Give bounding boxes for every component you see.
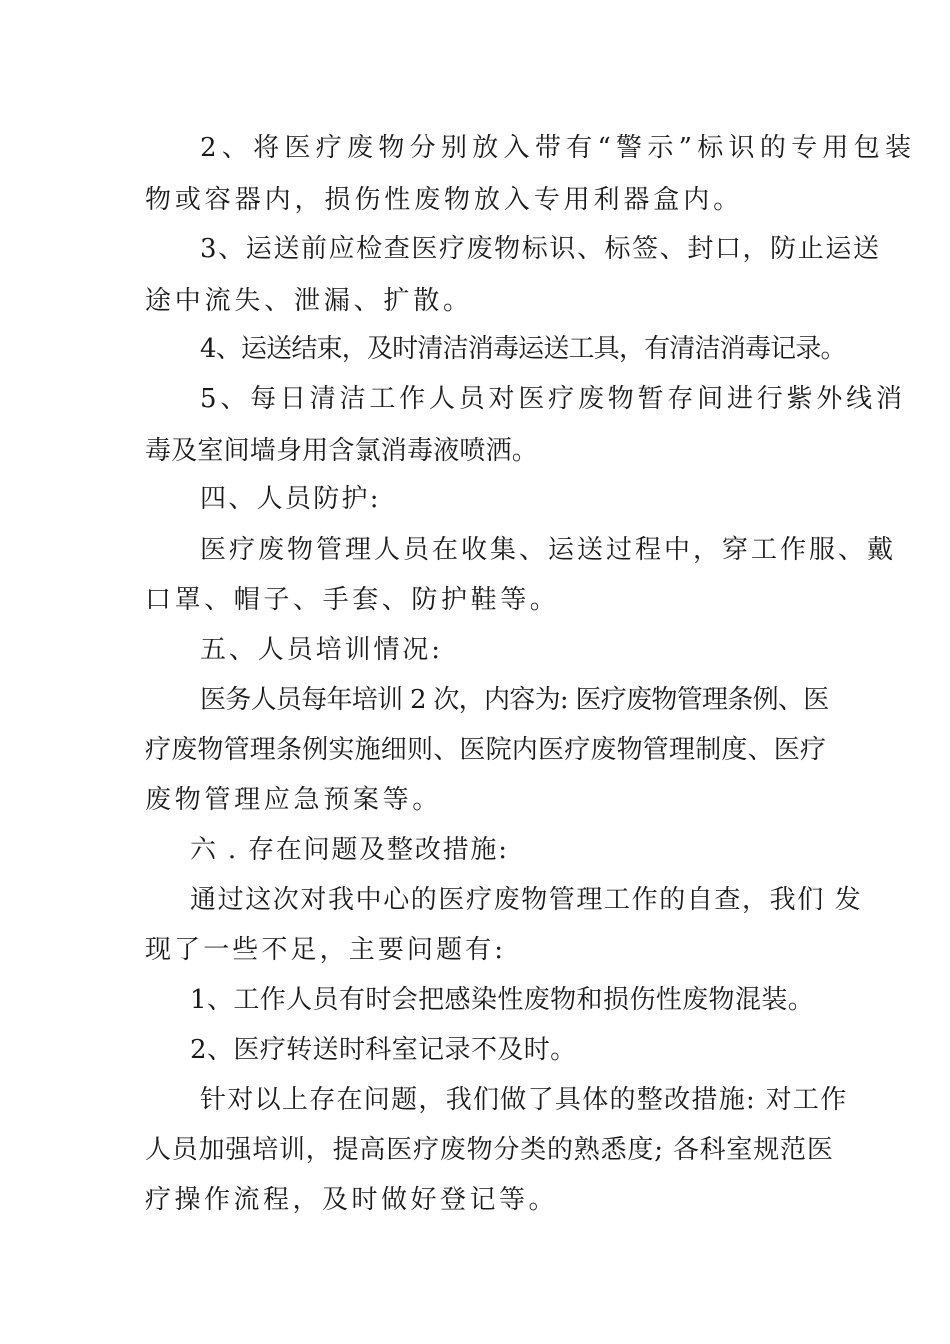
paragraph-training-line-2: 疗废物管理条例实施细则、医院内医疗废物管理制度、医疗 — [145, 735, 827, 765]
paragraph-measures-line-2: 人员加强培训，提高医疗废物分类的熟悉度; 各科室规范医 — [145, 1135, 834, 1165]
paragraph-item-5-line-2: 毒及室间墙身用含氯消毒液喷洒。 — [145, 436, 539, 466]
paragraph-protection-line-2: 口罩、帽子、手套、防护鞋等。 — [145, 585, 560, 615]
paragraph-measures-line-3: 疗操作流程，及时做好登记等。 — [145, 1185, 559, 1215]
section-heading-problems-and-measures: 六 . 存在问题及整改措施: — [190, 835, 509, 865]
paragraph-item-2-line-2: 物或容器内，损伤性废物放入专用利器盒内。 — [145, 185, 744, 215]
paragraph-training-line-1: 医务人员每年培训 2 次，内容为: 医疗废物管理条例、医 — [200, 685, 829, 715]
paragraph-item-4-line-1: 4、运送结束，及时清洁消毒运送工具，有清洁消毒记录。 — [200, 334, 846, 364]
paragraph-item-3-line-2: 途中流失、泄漏、扩散。 — [145, 286, 473, 316]
paragraph-item-3-line-1: 3、运送前应检查医疗废物标识、标签、封口，防止运送 — [200, 234, 881, 264]
paragraph-measures-line-1: 针对以上存在问题，我们做了具体的整改措施: 对工作 — [200, 1085, 848, 1115]
paragraph-item-2-line-1: 2、将医疗废物分别放入带有“警示”标识的专用包装 — [200, 133, 917, 163]
section-heading-personnel-training: 五、人员培训情况: — [200, 635, 443, 665]
paragraph-protection-line-1: 医疗废物管理人员在收集、运送过程中，穿工作服、戴 — [200, 535, 897, 565]
paragraph-problem-1: 1、工作人员有时会把感染性废物和损伤性废物混装。 — [190, 985, 815, 1015]
paragraph-problem-2: 2、医疗转送时科室记录不及时。 — [190, 1035, 577, 1065]
paragraph-training-line-3: 废物管理应急预案等。 — [145, 785, 443, 815]
paragraph-item-5-line-1: 5、每日清洁工作人员对医疗废物暂存间进行紫外线消 — [200, 384, 906, 414]
section-heading-personnel-protection: 四、人员防护: — [200, 484, 381, 514]
paragraph-self-check-line-2: 现了一些不足，主要问题有: — [145, 935, 507, 965]
paragraph-self-check-line-1: 通过这次对我中心的医疗废物管理工作的自查，我们 发 — [190, 885, 863, 915]
